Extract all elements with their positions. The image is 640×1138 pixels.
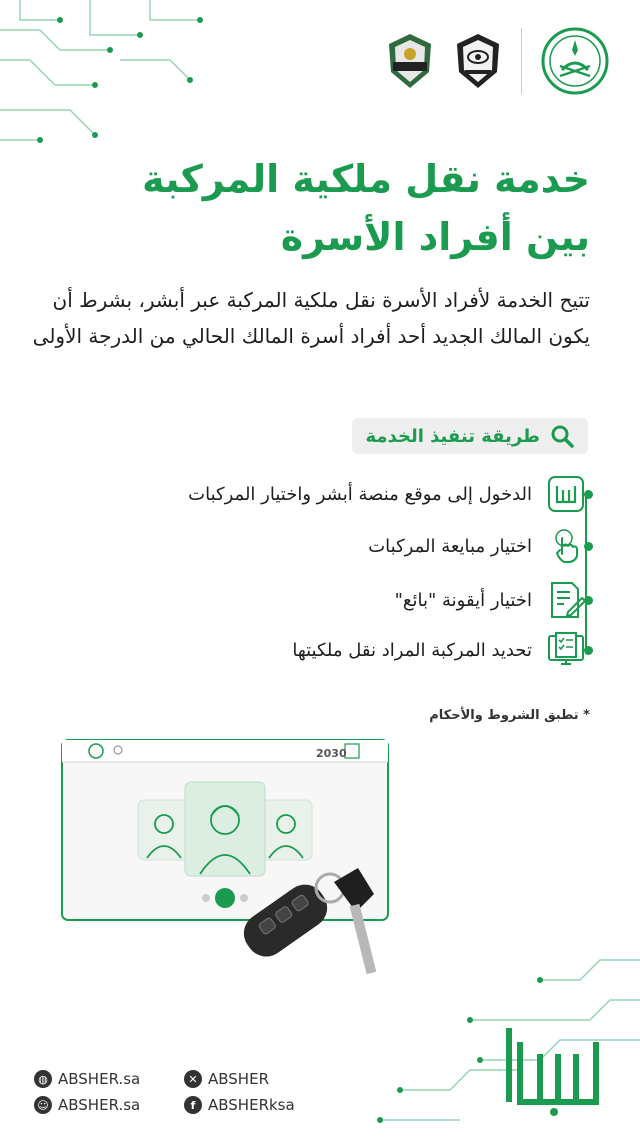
social-label: ABSHER.sa: [58, 1096, 141, 1114]
tap-hand-icon: [544, 524, 588, 568]
interior-ministry-emblem-icon: [540, 26, 610, 96]
title-line-1: خدمة نقل ملكية المركبة: [142, 157, 590, 201]
social-link-snapchat[interactable]: [34, 1096, 184, 1114]
social-link-globe[interactable]: [34, 1070, 184, 1088]
step-label: اختيار أيقونة "بائع": [394, 589, 532, 611]
car-keys-icon: [226, 860, 396, 1010]
social-label: ABSHERksa: [208, 1096, 295, 1114]
social-label: ABSHER: [208, 1070, 269, 1088]
page-title: [50, 150, 590, 266]
snapchat-icon: ☺: [34, 1096, 52, 1114]
timeline-dot: [584, 542, 593, 551]
public-security-badge-icon: [453, 32, 503, 90]
search-icon: [550, 424, 574, 448]
step-4: [292, 628, 588, 672]
social-link-facebook[interactable]: [184, 1096, 334, 1114]
header-logos: [385, 26, 610, 96]
timeline-dot: [584, 596, 593, 605]
step-label: تحديد المركبة المراد نقل ملكيتها: [292, 639, 532, 661]
step-3: [395, 578, 588, 622]
absher-logo-icon: [544, 472, 588, 516]
terms-note: * تطبق الشروط والأحكام: [429, 708, 590, 723]
step-label: الدخول إلى موقع منصة أبشر واختيار المركبات: [188, 483, 532, 505]
social-link-x[interactable]: [184, 1070, 334, 1088]
timeline-dot: [584, 646, 593, 655]
document-pen-icon: [544, 578, 588, 622]
step-label: اختيار مبايعة المركبات: [368, 535, 532, 557]
checklist-monitor-icon: [544, 628, 588, 672]
timeline-dot: [584, 490, 593, 499]
steps-header-label: طريقة تنفيذ الخدمة: [365, 425, 540, 447]
globe-icon: ◍: [34, 1070, 52, 1088]
step-1: [188, 472, 588, 516]
x-icon: ✕: [184, 1070, 202, 1088]
vision-2030-label: 2030: [316, 747, 347, 760]
intro-paragraph: تتيح الخدمة لأفراد الأسرة نقل ملكية المركبة عبر أبشر، بشرط أن يكون المالك الجديد أحد أفراد أسرة المالك الحالي من الدرجة الأولى: [32, 288, 590, 348]
steps-header: [352, 418, 588, 454]
facebook-icon: f: [184, 1096, 202, 1114]
social-label: ABSHER.sa: [58, 1070, 141, 1088]
footer-social-links: [34, 1070, 334, 1114]
traffic-dept-badge-icon: [385, 32, 435, 90]
title-line-2: بين أفراد الأسرة: [280, 215, 590, 259]
absher-logo: [496, 1022, 606, 1118]
step-2: [368, 524, 588, 568]
logo-divider: [521, 28, 522, 94]
